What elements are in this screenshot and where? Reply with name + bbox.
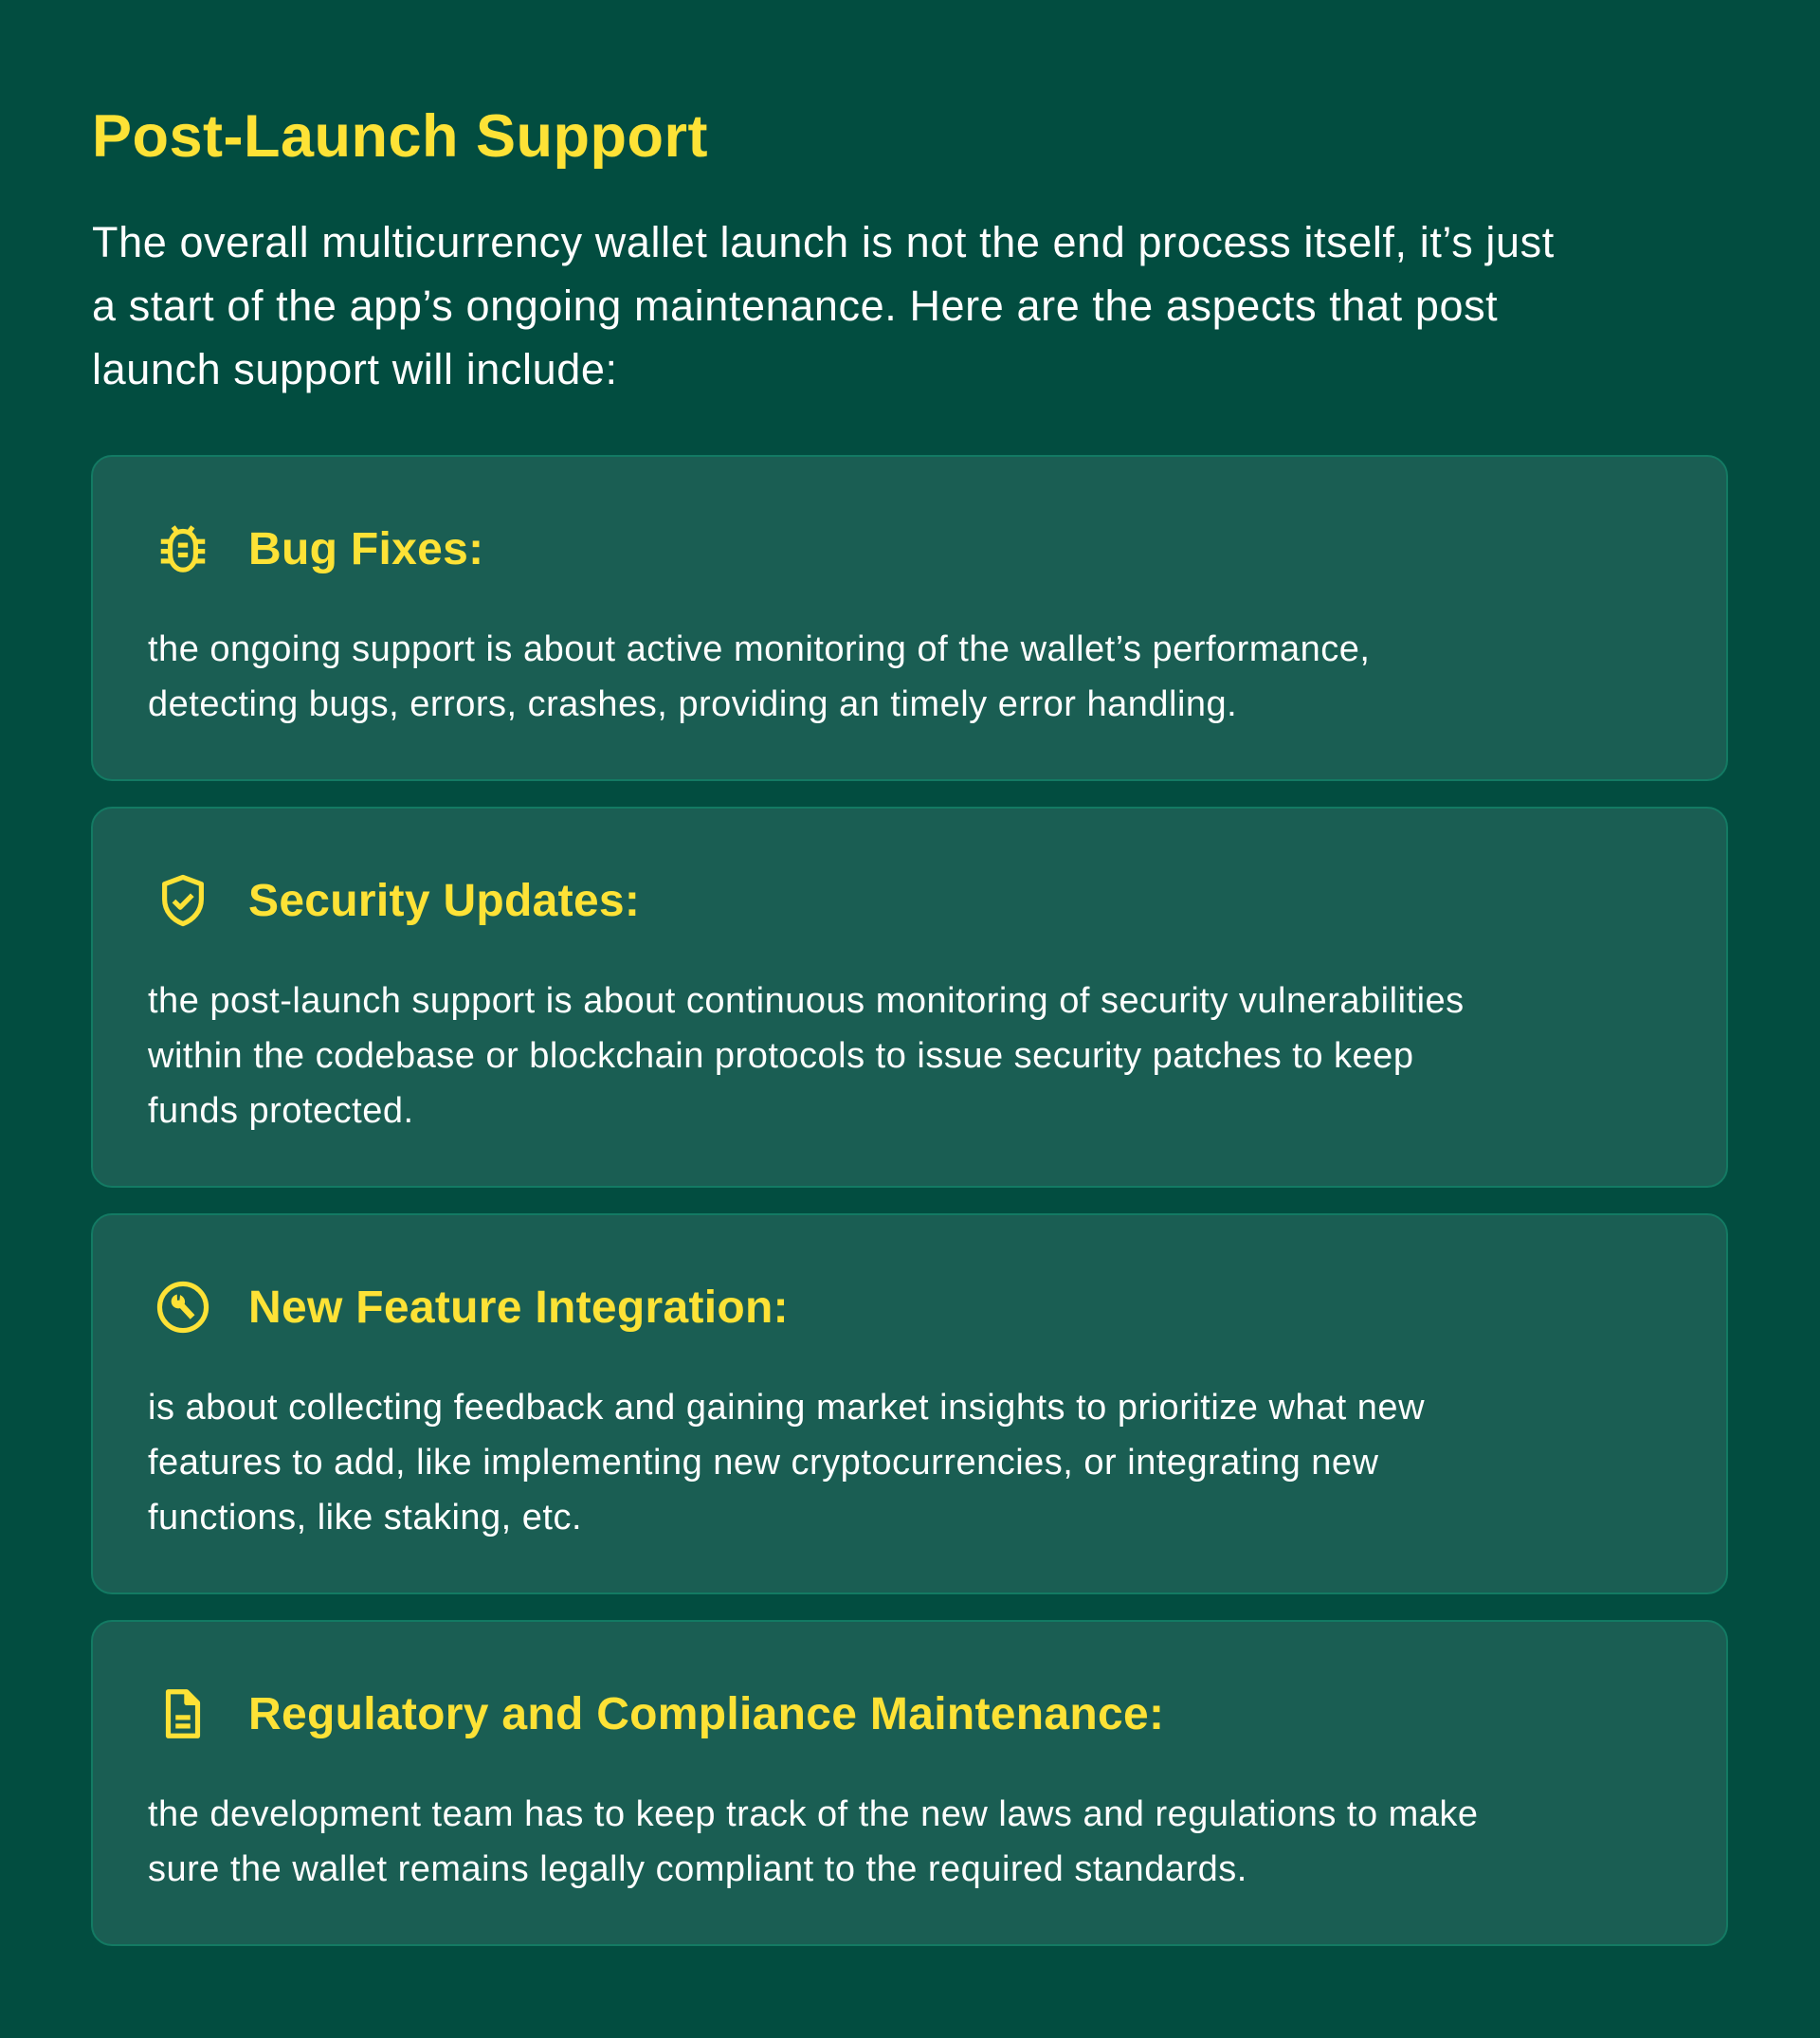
- intro-line: The overall multicurrency wallet launch is not the end process itself, it’s just: [92, 218, 1555, 266]
- card-description: [148, 1380, 1702, 1545]
- card-header: [154, 519, 483, 578]
- intro-paragraph: [92, 210, 1760, 401]
- card-title: Regulatory and Compliance Maintenance:: [248, 1688, 1165, 1739]
- card-description: [148, 622, 1702, 732]
- card-title: New Feature Integration:: [248, 1282, 789, 1333]
- card-line: funds protected.: [148, 1091, 414, 1131]
- card-title: Security Updates:: [248, 875, 641, 926]
- bug-icon: [154, 519, 212, 578]
- card-description: [148, 1787, 1702, 1897]
- card-line: is about collecting feedback and gaining market insights to prioritize what new: [148, 1388, 1426, 1428]
- shield-check-icon: [154, 871, 212, 930]
- card-line: features to add, like implementing new cryptocurrencies, or integrating new: [148, 1443, 1379, 1483]
- card-line: the post-launch support is about continuous monitoring of security vulnerabilities: [148, 981, 1465, 1021]
- wrench-circle-icon: [154, 1278, 212, 1337]
- card-header: [154, 1278, 789, 1337]
- card-security-updates: [91, 807, 1728, 1188]
- card-bug-fixes: [91, 455, 1728, 781]
- card-regulatory-compliance: [91, 1620, 1728, 1946]
- intro-line: launch support will include:: [92, 345, 618, 393]
- card-line: the development team has to keep track of the new laws and regulations to make: [148, 1794, 1479, 1834]
- card-line: the ongoing support is about active monitoring of the wallet’s performance,: [148, 629, 1371, 669]
- card-line: functions, like staking, etc.: [148, 1498, 583, 1538]
- card-description: [148, 974, 1702, 1138]
- card-line: sure the wallet remains legally compliant to the required standards.: [148, 1849, 1247, 1889]
- card-line: detecting bugs, errors, crashes, providing an timely error handling.: [148, 684, 1238, 724]
- card-header: [154, 871, 640, 930]
- page-title: Post-Launch Support: [92, 103, 708, 170]
- card-header: [154, 1684, 1164, 1743]
- intro-line: a start of the app’s ongoing maintenance. Here are the aspects that post: [92, 282, 1499, 330]
- card-line: within the codebase or blockchain protocols to issue security patches to keep: [148, 1036, 1414, 1076]
- card-new-feature-integration: [91, 1213, 1728, 1594]
- card-title: Bug Fixes:: [248, 523, 484, 574]
- document-icon: [154, 1684, 212, 1743]
